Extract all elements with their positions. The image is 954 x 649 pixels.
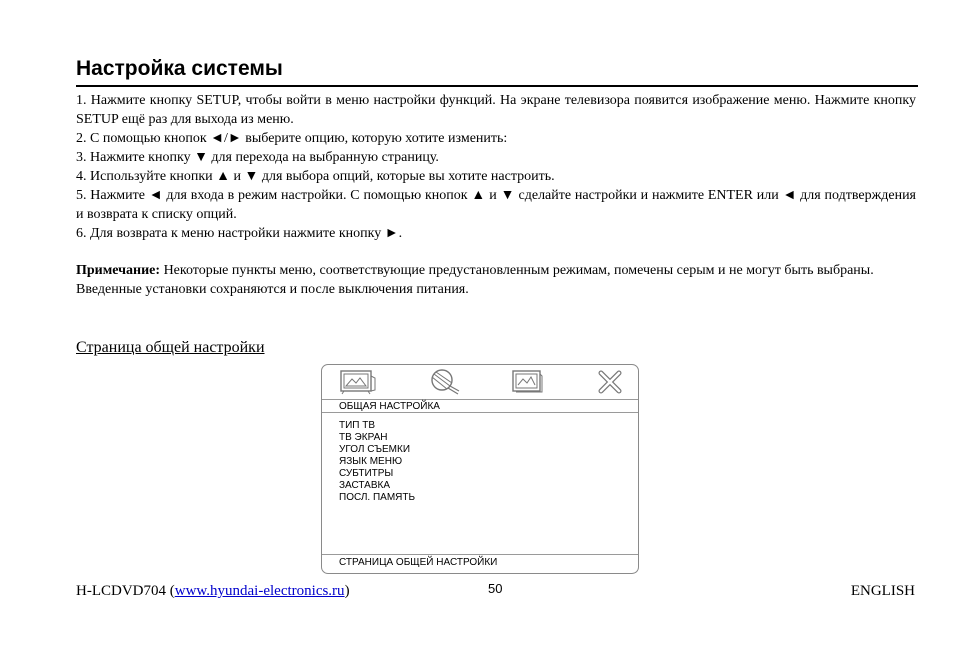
saved-note: Введенные установки сохраняются и после выключения питания. <box>76 282 469 297</box>
footer-model <box>76 582 350 600</box>
osd-divider-header <box>322 412 638 413</box>
note-text: Некоторые пункты меню, соответствующие предустановленным режимам, помечены серым и не могут быть выбраны. <box>160 263 874 278</box>
step-5: 5. Нажмите ◄ для входа в режим настройки. С помощью кнопок ▲ и ▼ сделайте настройки и нажмите ENTER или ◄ для подтверждения и возврата к списку опций. <box>76 188 916 222</box>
page-number: 50 <box>488 581 503 596</box>
section-heading: Страница общей настройки <box>76 339 265 356</box>
osd-menu-item-osd-language: ЯЗЫК МЕНЮ <box>339 456 403 467</box>
website-link[interactable]: www.hyundai-electronics.ru <box>174 583 345 599</box>
osd-divider-bottom <box>322 554 638 555</box>
osd-divider-top <box>322 399 638 400</box>
osd-footer: СТРАНИЦА ОБЩЕЙ НАСТРОЙКИ <box>339 557 498 568</box>
page-title: Настройка системы <box>76 57 283 80</box>
step-6: 6. Для возврата к меню настройки нажмите кнопку ►. <box>76 226 403 241</box>
step-4: 4. Используйте кнопки ▲ и ▼ для выбора опций, которые вы хотите настроить. <box>76 169 555 184</box>
osd-menu-item-tv-type: ТИП ТВ <box>339 420 376 431</box>
video-setup-icon <box>510 368 544 396</box>
audio-setup-icon <box>428 368 462 396</box>
osd-menu-screenshot <box>321 364 639 574</box>
step-1: 1. Нажмите кнопку SETUP, чтобы войти в меню настройки функций. На экране телевизора появится изображение меню. Нажмите кнопку SETUP ещё раз для выхода из меню. <box>76 93 916 127</box>
model-close: ) <box>344 583 350 599</box>
title-divider <box>76 85 918 87</box>
exit-icon <box>597 368 623 396</box>
osd-icon-bar <box>322 365 638 399</box>
osd-menu-item-screensaver: ЗАСТАВКА <box>339 480 390 491</box>
note-label: Примечание: <box>76 263 161 278</box>
footer-language: ENGLISH <box>850 583 915 599</box>
osd-menu-list <box>339 420 415 504</box>
osd-menu-item-subtitles: СУБТИТРЫ <box>339 468 394 479</box>
general-setup-icon <box>338 368 378 396</box>
osd-menu-item-last-memory: ПОСЛ. ПАМЯТЬ <box>339 492 416 503</box>
model-name: H-LCDVD704 ( <box>76 583 175 599</box>
step-2: 2. С помощью кнопок ◄/► выберите опцию, которую хотите изменить: <box>76 131 508 146</box>
osd-menu-item-angle: УГОЛ СЪЕМКИ <box>339 444 411 455</box>
spacer <box>76 243 916 261</box>
note <box>76 261 916 280</box>
osd-menu-item-tv-screen: ТВ ЭКРАН <box>339 432 388 443</box>
step-3: 3. Нажмите кнопку ▼ для перехода на выбранную страницу. <box>76 150 439 165</box>
instructions <box>76 91 916 299</box>
osd-header: ОБЩАЯ НАСТРОЙКА <box>339 401 440 412</box>
